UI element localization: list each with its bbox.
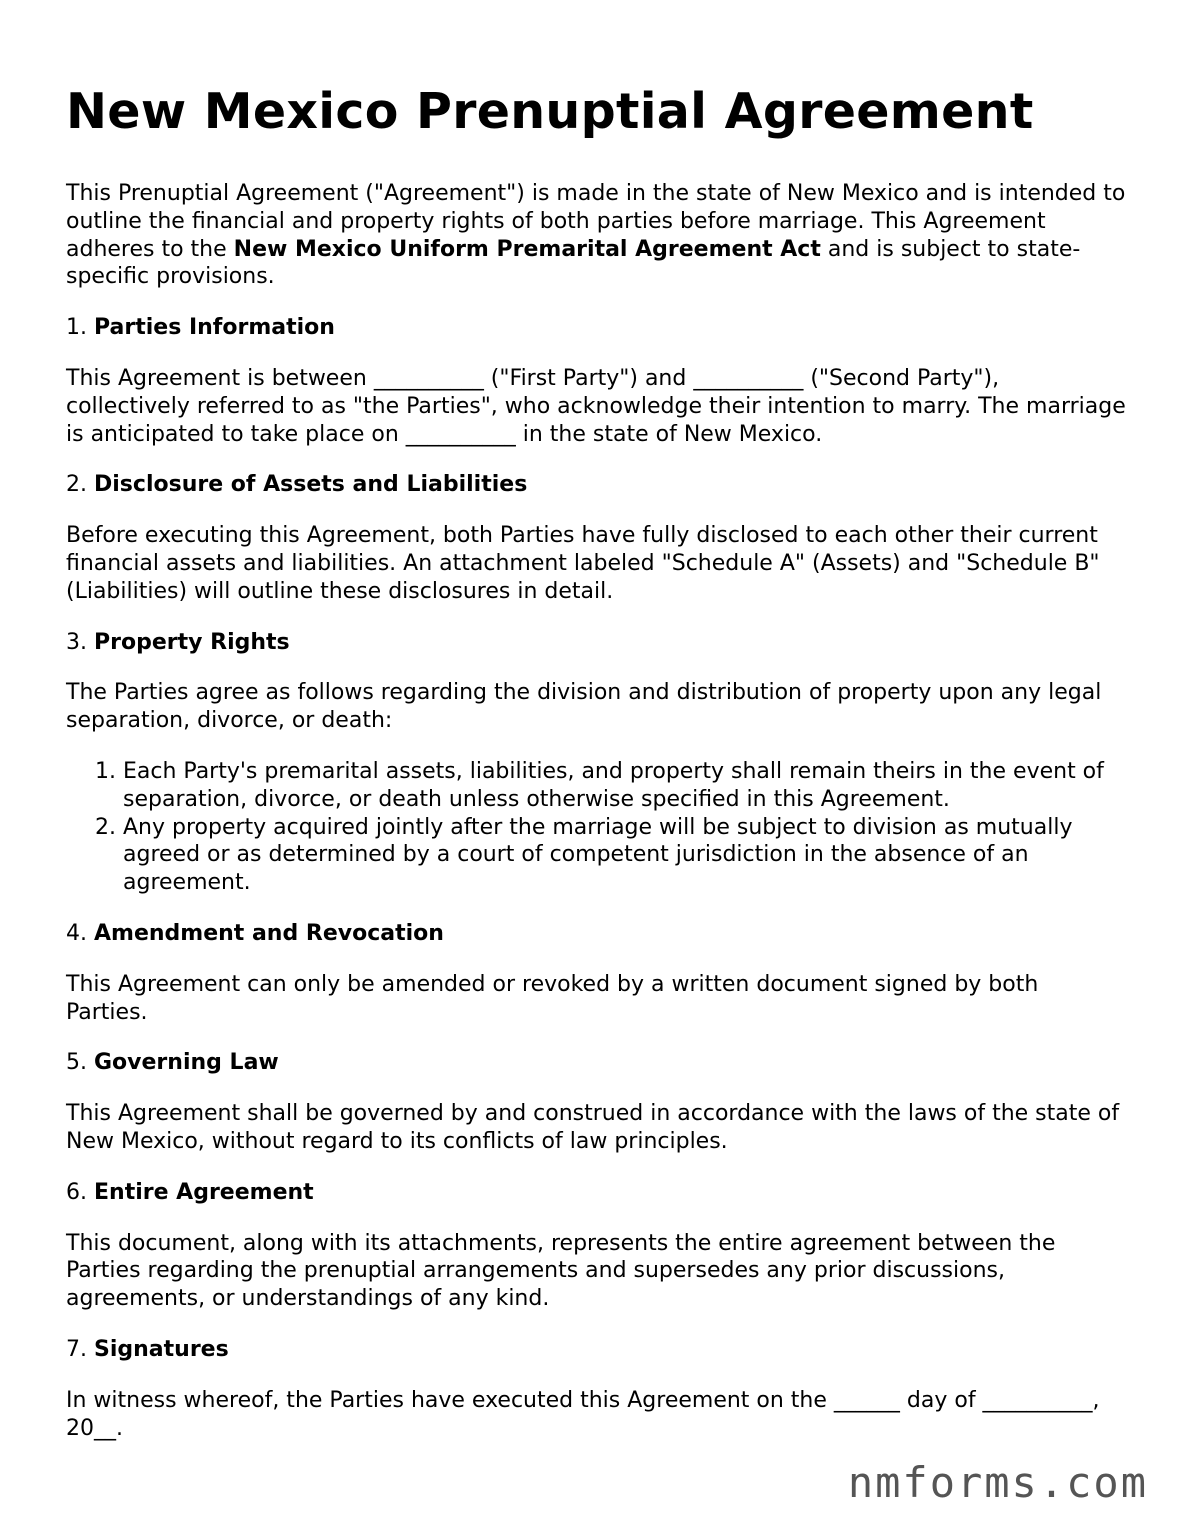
- property-rights-list: [66, 758, 1126, 897]
- section-heading: 2. Disclosure of Assets and Liabilities: [66, 472, 528, 498]
- intro-text-before: This Prenuptial Agreement ("Agreement") is made in the state of New Mexico and is intended to outline the financial and property rights of both parties before marriage. This Agreement adheres to the: [66, 181, 1126, 262]
- section-4: [66, 920, 1126, 1026]
- section-5: [66, 1049, 1126, 1155]
- section-heading: 4. Amendment and Revocation: [66, 920, 444, 946]
- page-title: New Mexico Prenuptial Agreement: [66, 83, 1034, 140]
- list-item: 1. Each Party's premarital assets, liabilities, and property shall remain theirs in the event of separation, divorce, or death unless otherwise specified in this Agreement.: [123, 758, 1126, 814]
- section-6: [66, 1179, 1126, 1313]
- section-3: [66, 629, 1126, 897]
- section-body: This Agreement is between __________ ("First Party") and __________ ("Second Party"), collectively referred to as "the Parties", who acknowledge their intention to marry. The marriage is anticipated to take place on __________ in the state of New Mexico.: [66, 365, 1126, 447]
- section-heading: 7. Signatures: [66, 1336, 229, 1362]
- intro-text-after: and is subject to state-specific provisions.: [66, 236, 1081, 290]
- act-name: New Mexico Uniform Premarital Agreement Act: [233, 236, 821, 262]
- section-heading: 5. Governing Law: [66, 1050, 279, 1076]
- section-body: This Agreement shall be governed by and construed in accordance with the laws of the state of New Mexico, without regard to its conflicts of law principles.: [66, 1101, 1120, 1154]
- section-heading: 3. Property Rights: [66, 629, 290, 655]
- section-1: [66, 314, 1126, 448]
- section-2: [66, 471, 1126, 605]
- list-item: 2. Any property acquired jointly after the marriage will be subject to division as mutually agreed or as determined by a court of competent jurisdiction in the absence of an agreement.: [123, 814, 1126, 897]
- section-heading: 6. Entire Agreement: [66, 1179, 314, 1205]
- intro-paragraph: [66, 180, 1126, 291]
- section-heading: 1. Parties Information: [66, 315, 335, 341]
- section-body: In witness whereof, the Parties have executed this Agreement on the ______ day of __________, 20__.: [66, 1387, 1100, 1441]
- section-body: This Agreement can only be amended or revoked by a written document signed by both Parties.: [66, 971, 1039, 1025]
- watermark: nmforms.com: [847, 1458, 1148, 1507]
- document-page: [66, 82, 1126, 1465]
- section-body: The Parties agree as follows regarding the division and distribution of property upon any legal separation, divorce, or death:: [66, 680, 1102, 734]
- section-body: This document, along with its attachments, represents the entire agreement between the Parties regarding the prenuptial arrangements and supersedes any prior discussions, agreements, or understandings of any kind.: [66, 1230, 1056, 1312]
- section-body: Before executing this Agreement, both Parties have fully disclosed to each other their current financial assets and liabilities. An attachment labeled "Schedule A" (Assets) and "Schedule B" (Liabilities) will outline these disclosures in detail.: [66, 523, 1100, 604]
- section-7: [66, 1336, 1126, 1442]
